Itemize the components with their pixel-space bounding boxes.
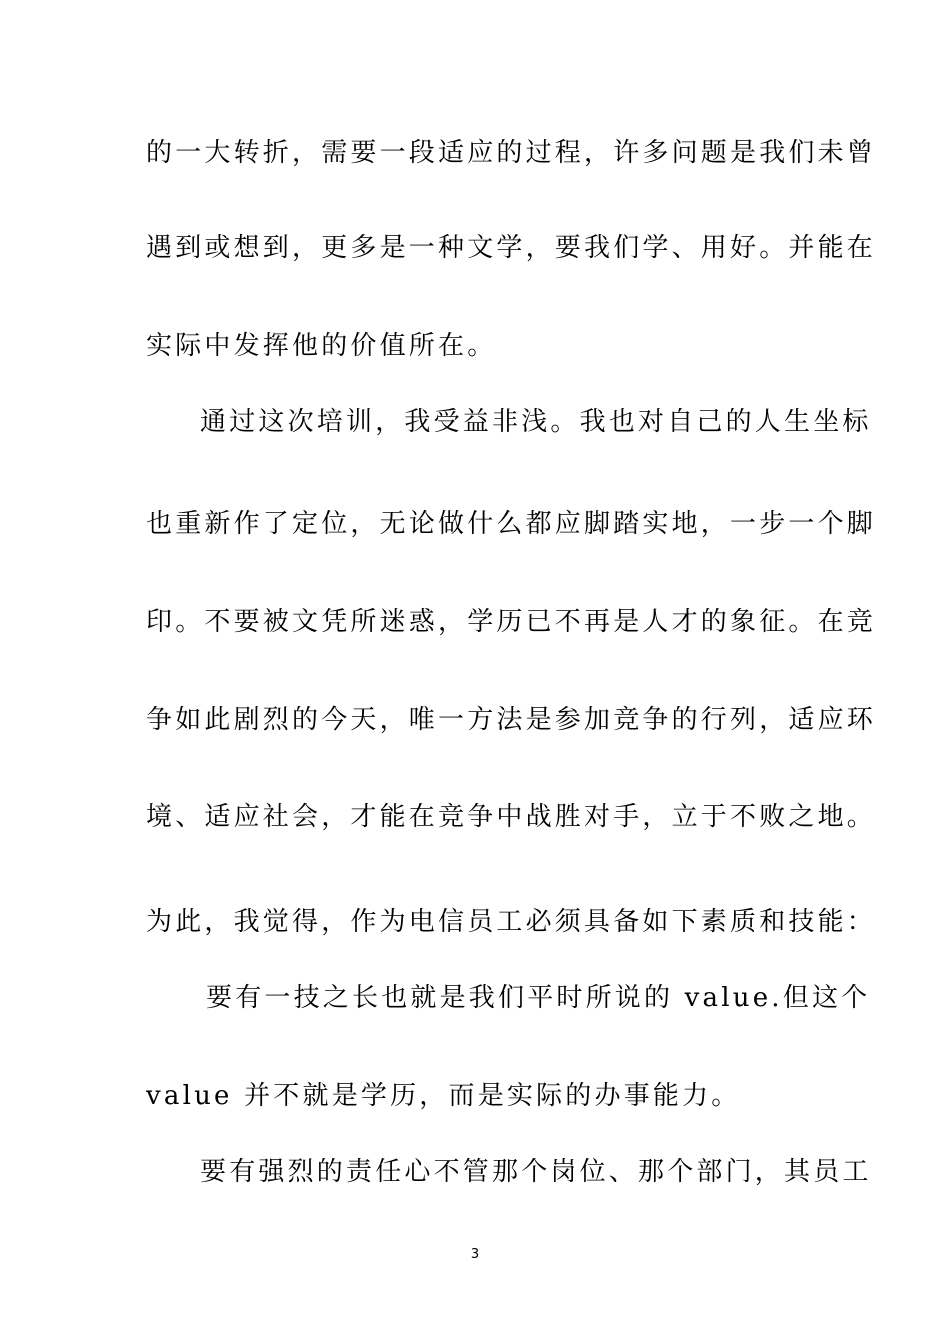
text-line: 境、适应社会，才能在竞争中战胜对手，立于不败之地。 <box>146 802 877 832</box>
text-line: 实际中发挥他的价值所在。 <box>146 331 497 361</box>
text-line: 也重新作了定位，无论做什么都应脚踏实地，一步一个脚 <box>146 509 877 539</box>
text-line: 要有一技之长也就是我们平时所说的 value.但这个 <box>206 983 871 1013</box>
text-line: 的一大转折，需要一段适应的过程，许多问题是我们未曾 <box>146 138 877 168</box>
text-line: value 并不就是学历，而是实际的办事能力。 <box>146 1081 741 1111</box>
text-line: 印。不要被文凭所迷惑，学历已不再是人才的象征。在竞 <box>146 607 877 637</box>
text-line: 为此，我觉得，作为电信员工必须具备如下素质和技能： <box>146 907 877 937</box>
text-line: 遇到或想到，更多是一种文学，要我们学、用好。并能在 <box>146 233 877 263</box>
text-line: 通过这次培训，我受益非浅。我也对自己的人生坐标 <box>200 407 872 437</box>
page-number: 3 <box>470 1247 480 1262</box>
text-line: 要有强烈的责任心不管那个岗位、那个部门，其员工 <box>200 1157 872 1187</box>
text-line: 争如此剧烈的今天，唯一方法是参加竞争的行列，适应环 <box>146 705 877 735</box>
